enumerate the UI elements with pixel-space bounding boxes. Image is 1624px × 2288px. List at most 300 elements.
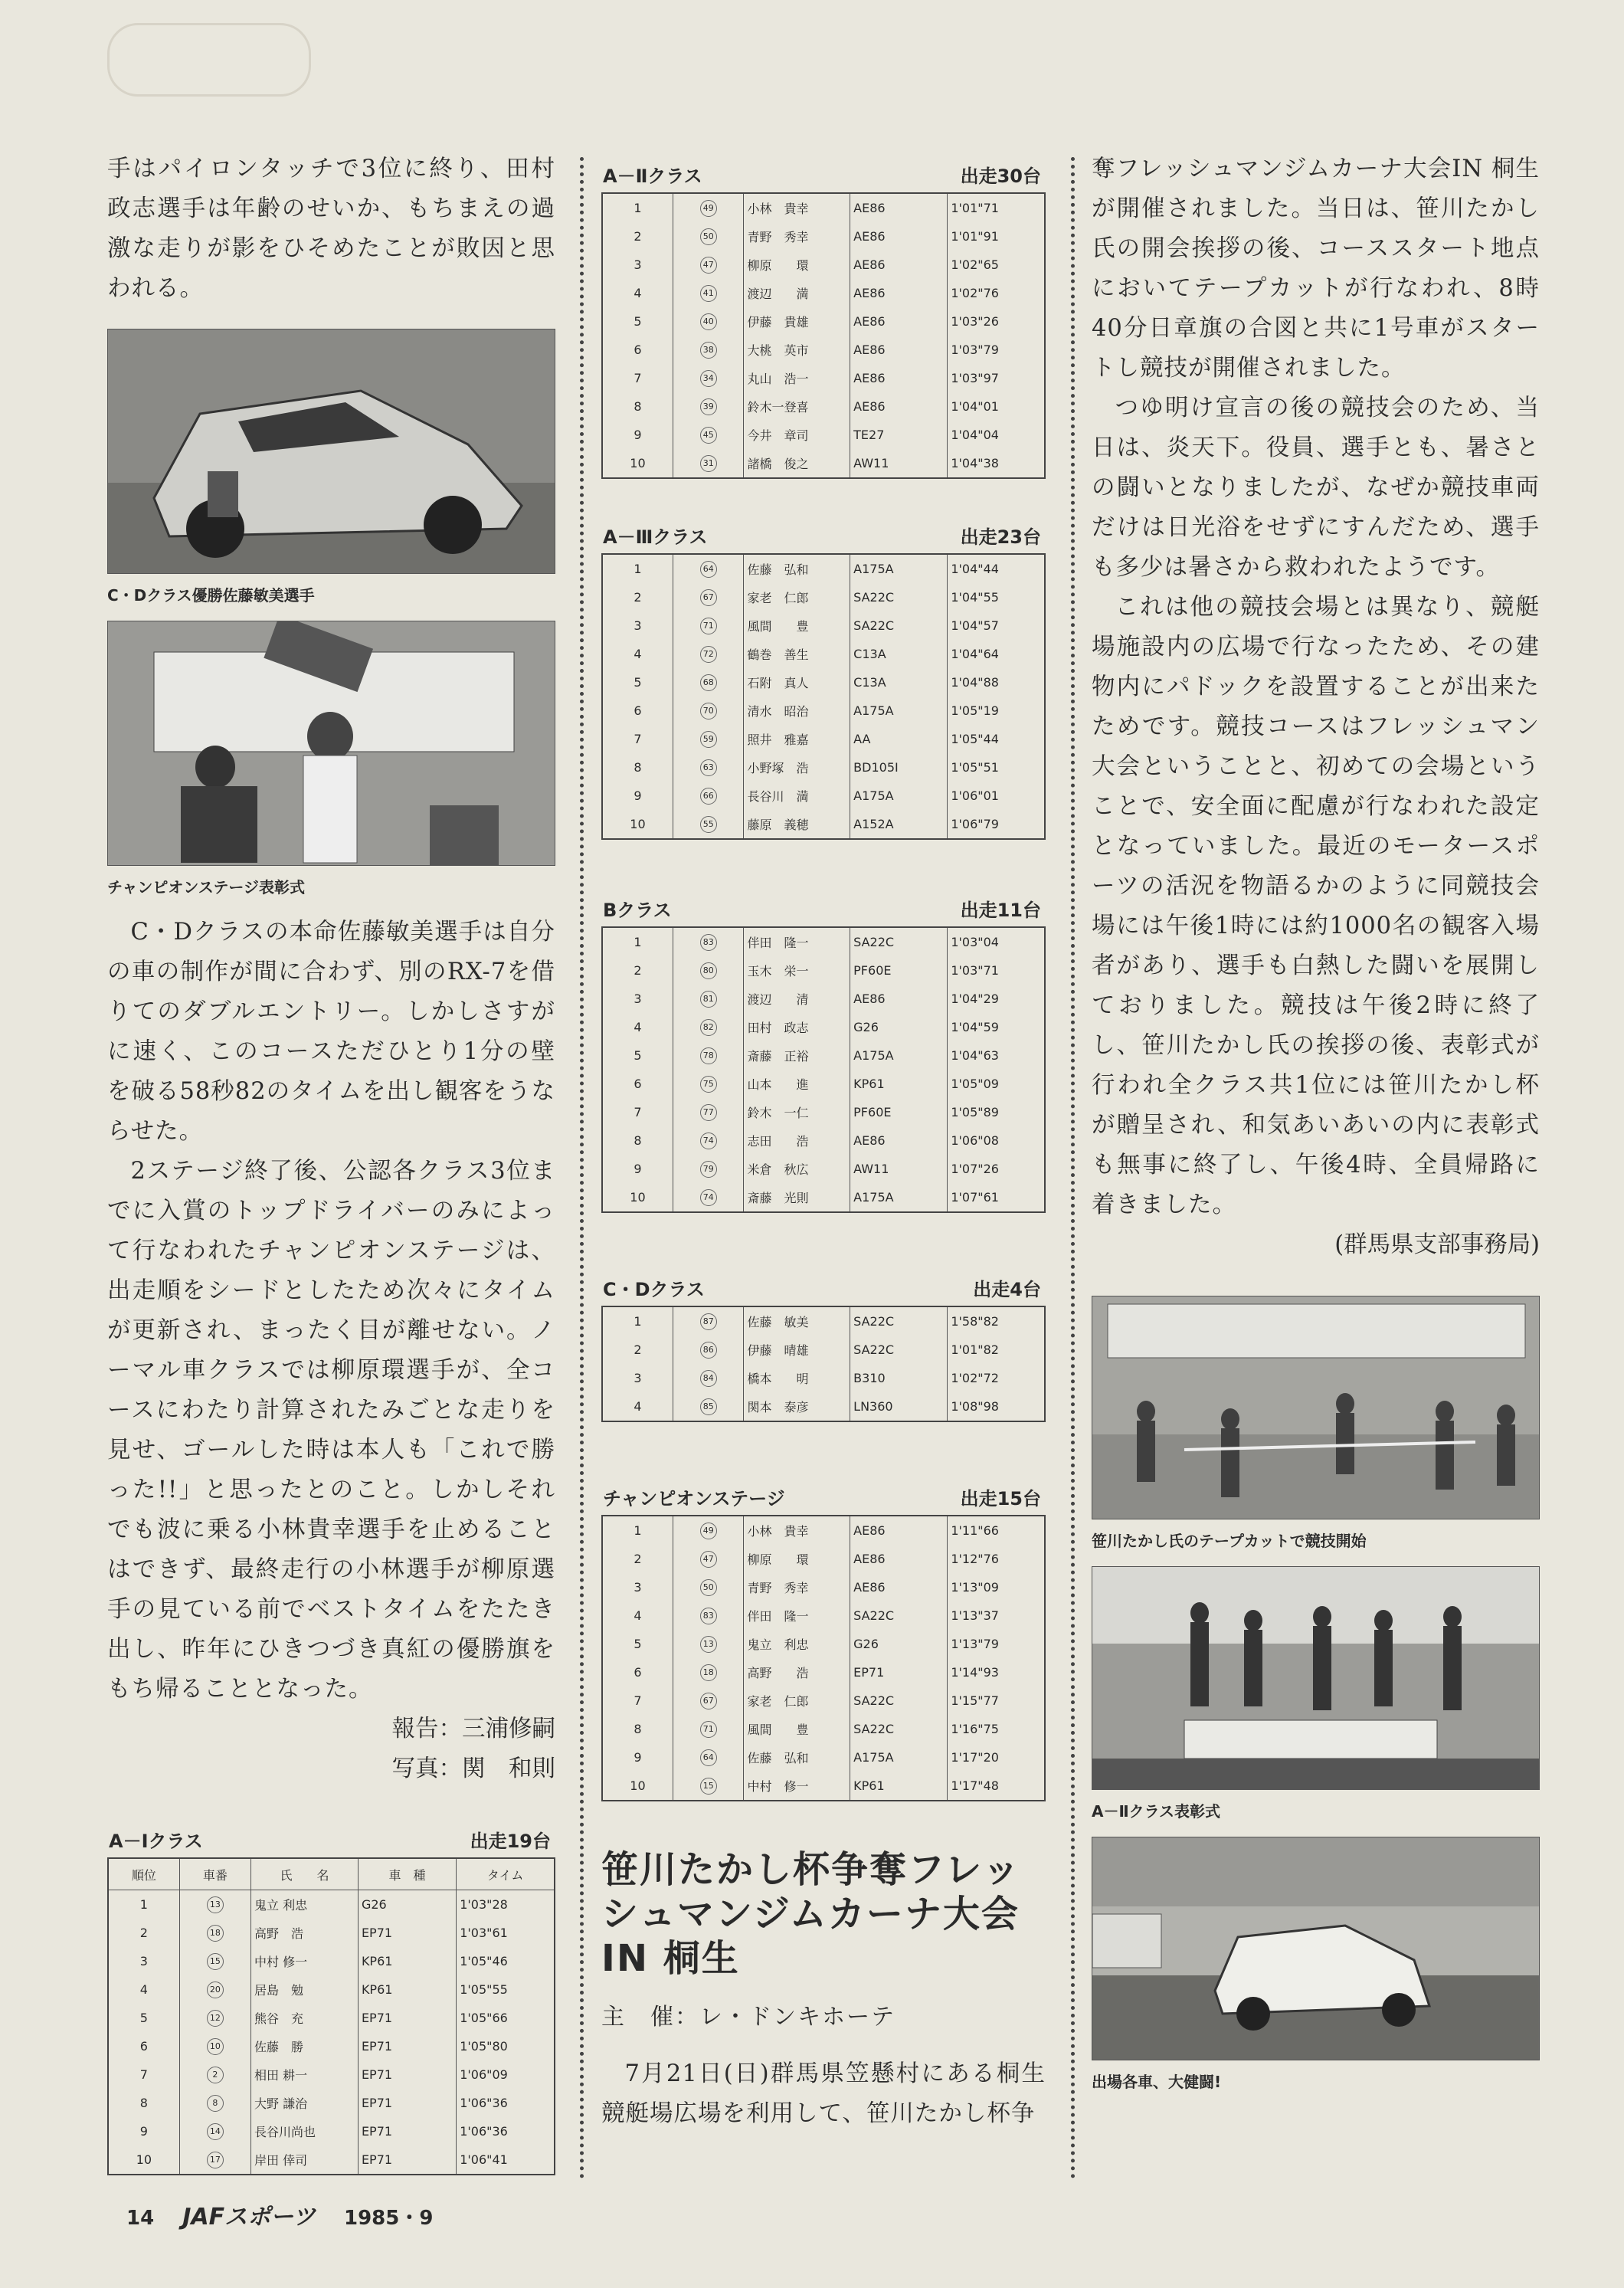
time-cell: 1'05"80 [457, 2032, 555, 2060]
table-row [602, 1013, 1045, 1041]
starters-count: 出走30台 [960, 166, 1041, 187]
time-cell: 1'06"01 [948, 782, 1045, 810]
rank-cell: 2 [108, 1919, 179, 1947]
car-number-badge: 49 [700, 200, 717, 217]
table-row [108, 1947, 555, 1975]
photo-race-car [107, 329, 555, 574]
car-type-cell: AE86 [850, 251, 948, 279]
rank-cell: 7 [602, 1686, 673, 1715]
time-cell: 1'58"82 [948, 1306, 1045, 1336]
time-cell: 1'07"26 [948, 1155, 1045, 1183]
time-cell: 1'13"79 [948, 1630, 1045, 1658]
table-row [108, 2060, 555, 2089]
rank-cell: 5 [602, 668, 673, 697]
car-number-badge: 66 [700, 788, 717, 805]
time-cell: 1'05"44 [948, 725, 1045, 753]
time-cell: 1'04"57 [948, 611, 1045, 640]
car-type-cell: EP71 [850, 1658, 948, 1686]
time-cell: 1'04"44 [948, 554, 1045, 583]
driver-name-cell: 照井 雅嘉 [744, 725, 850, 753]
table-row [602, 1098, 1045, 1126]
time-cell: 1'01"71 [948, 193, 1045, 222]
rank-cell: 1 [108, 1890, 179, 1919]
car-number-badge: 20 [207, 1982, 224, 1998]
header-time: タイム [457, 1858, 555, 1890]
time-cell: 1'02"76 [948, 279, 1045, 307]
table-row [108, 1975, 555, 2004]
car-number-cell [673, 251, 743, 279]
car-number-badge: 40 [700, 313, 717, 330]
car-number-cell [673, 1070, 743, 1098]
page-number: 14 [126, 2207, 155, 2230]
column-2 [601, 161, 1046, 2134]
photo-awards-ceremony [107, 621, 555, 866]
driver-name-cell: 山本 進 [744, 1070, 850, 1098]
driver-name-cell: 柳原 環 [744, 251, 850, 279]
class-title: A－Ⅲクラス [603, 526, 708, 548]
car-type-cell: EP71 [358, 1919, 456, 1947]
car-type-cell: EP71 [358, 2004, 456, 2032]
driver-name-cell: 清水 昭治 [744, 697, 850, 725]
car-number-badge: 34 [700, 370, 717, 387]
driver-name-cell: 風間 豊 [744, 1715, 850, 1743]
photo-caption: チャンピオンステージ表彰式 [107, 878, 305, 897]
article-paragraph: 2ステージ終了後、公認各クラス3位までに入賞のトップドライバーのみによって行なわれたチャンピオンステージは、出走順をシードとしたため次々にタイムが更新され、まったく目が離せない。ノーマル車クラスでは柳原環選手が、全コースにわたり計算されたみごとな走りを見せ、ゴールした時は本人も「これで勝った!!」と思ったとのこと。しかしそれでも波に乗る小林貴幸選手を止めることはできず、最終走行の小林選手が柳原選手の見ている前でベストタイムをたたき出し、昨年にひきつづき真紅の優勝旗をもち帰ることとなった。 [107, 1158, 555, 1703]
table-row [602, 697, 1045, 725]
table-row [108, 1890, 555, 1919]
starters-count: 出走23台 [960, 526, 1041, 548]
car-number-cell [673, 1364, 743, 1392]
car-type-cell: A175A [850, 782, 948, 810]
car-number-cell [179, 2060, 250, 2089]
car-type-cell: A175A [850, 697, 948, 725]
car-number-badge: 64 [700, 1749, 717, 1766]
photo-caption: A－Ⅱクラス表彰式 [1092, 1802, 1221, 1821]
article-paragraph: これは他の競技会場とは異なり、競艇場施設内の広場で行なったため、その建物内にパドックを設置することが出来たためです。競技コースはフレッシュマン大会ということと、初めての会場ということで、安全面に配慮が行なわれた設定となっていました。最近のモータースポーツの活況を物語るかのように同競技会場には午後1時には約1000名の観客入場者があり、選手も白熱した闘いを展開しておりました。競技は午後2時に終了し、笹川たかし氏の挨拶の後、表彰式が行われ全クラス共1位には笹川たかし杯が贈呈され、和気あいあいの内に表彰式も無事に終了し、午後4時、全員帰路に着きました。 [1092, 594, 1540, 1218]
car-number-cell [673, 956, 743, 985]
rank-cell: 7 [602, 1098, 673, 1126]
results-table [601, 926, 1046, 1213]
car-number-badge: 10 [207, 2038, 224, 2055]
rank-cell: 5 [602, 1630, 673, 1658]
rank-cell: 4 [602, 1013, 673, 1041]
class-title: A－Ⅱクラス [603, 166, 702, 187]
table-row [602, 222, 1045, 251]
table-row [602, 1126, 1045, 1155]
table-row [602, 1686, 1045, 1715]
car-type-cell: AE86 [850, 1545, 948, 1573]
driver-name-cell: 伴田 隆一 [744, 1601, 850, 1630]
car-number-cell [673, 1772, 743, 1801]
car-type-cell: AE86 [850, 279, 948, 307]
time-cell: 1'06"36 [457, 2089, 555, 2117]
table-row [602, 1392, 1045, 1421]
table-row [602, 1715, 1045, 1743]
car-number-badge: 64 [700, 561, 717, 578]
rank-cell: 2 [602, 222, 673, 251]
starters-count: 出走4台 [973, 1279, 1041, 1300]
column-separator [1071, 157, 1075, 2180]
driver-name-cell: 高野 浩 [251, 1919, 359, 1947]
class-title: A－Ⅰクラス [109, 1831, 203, 1852]
time-cell: 1'08"98 [948, 1392, 1045, 1421]
car-type-cell: AE86 [850, 307, 948, 336]
class-title: チャンピオンステージ [603, 1488, 785, 1509]
driver-name-cell: 鶴巻 善生 [744, 640, 850, 668]
car-number-cell [673, 782, 743, 810]
car-number-cell [673, 1126, 743, 1155]
time-cell: 1'04"38 [948, 449, 1045, 478]
rank-cell: 4 [602, 279, 673, 307]
car-type-cell: C13A [850, 668, 948, 697]
rank-cell: 7 [108, 2060, 179, 2089]
time-cell: 1'03"26 [948, 307, 1045, 336]
car-number-cell [673, 307, 743, 336]
car-number-badge: 18 [700, 1664, 717, 1681]
rank-cell: 9 [602, 1155, 673, 1183]
time-cell: 1'03"79 [948, 336, 1045, 364]
car-type-cell: BD105I [850, 753, 948, 782]
time-cell: 1'11"66 [948, 1516, 1045, 1545]
car-type-cell: LN360 [850, 1392, 948, 1421]
car-number-cell [673, 1686, 743, 1715]
rank-cell: 4 [108, 1975, 179, 2004]
header-rank: 順位 [108, 1858, 179, 1890]
results-table-a1 [107, 1826, 555, 2175]
article-paragraph: 手はパイロンタッチで3位に終り、田村政志選手は年齢のせいか、もちまえの過激な走りが影をひそめたことが敗因と思われる。 [107, 156, 555, 302]
time-cell: 1'15"77 [948, 1686, 1045, 1715]
car-number-cell [673, 364, 743, 392]
table-row [602, 583, 1045, 611]
rank-cell: 7 [602, 364, 673, 392]
rank-cell: 5 [602, 307, 673, 336]
starters-count: 出走11台 [960, 900, 1041, 921]
rank-cell: 2 [602, 1336, 673, 1364]
driver-name-cell: 柳原 環 [744, 1545, 850, 1573]
time-cell: 1'05"09 [948, 1070, 1045, 1098]
driver-name-cell: 志田 浩 [744, 1126, 850, 1155]
time-cell: 1'04"29 [948, 985, 1045, 1013]
car-type-cell: PF60E [850, 1098, 948, 1126]
car-number-badge: 82 [700, 1019, 717, 1036]
car-number-badge: 87 [700, 1313, 717, 1330]
rank-cell: 10 [602, 449, 673, 478]
table-row [602, 364, 1045, 392]
table-row [602, 1155, 1045, 1183]
car-number-badge: 14 [207, 2123, 224, 2140]
car-number-badge: 47 [700, 257, 717, 274]
table-row [602, 810, 1045, 839]
car-number-cell [179, 1890, 250, 1919]
car-number-cell [673, 1013, 743, 1041]
car-type-cell: KP61 [358, 1947, 456, 1975]
driver-name-cell: 中村 修一 [744, 1772, 850, 1801]
rank-cell: 5 [108, 2004, 179, 2032]
car-type-cell: B310 [850, 1364, 948, 1392]
table-row [602, 611, 1045, 640]
results-table-a3 [601, 522, 1046, 840]
car-type-cell: KP61 [850, 1772, 948, 1801]
car-type-cell: SA22C [850, 1336, 948, 1364]
rank-cell: 8 [602, 1715, 673, 1743]
car-type-cell: SA22C [850, 1601, 948, 1630]
driver-name-cell: 渡辺 清 [744, 985, 850, 1013]
car-type-cell: EP71 [358, 2117, 456, 2145]
car-type-cell: AE86 [850, 222, 948, 251]
header-name: 氏 名 [251, 1858, 359, 1890]
time-cell: 1'05"19 [948, 697, 1045, 725]
car-number-cell [673, 392, 743, 421]
results-table [601, 553, 1046, 840]
car-type-cell: A175A [850, 1183, 948, 1212]
table-row [602, 1545, 1045, 1573]
time-cell: 1'14"93 [948, 1658, 1045, 1686]
starters-count: 出走19台 [470, 1831, 551, 1852]
car-type-cell: AE86 [850, 392, 948, 421]
car-number-badge: 13 [700, 1636, 717, 1653]
rank-cell: 9 [108, 2117, 179, 2145]
header-car-type: 車 種 [358, 1858, 456, 1890]
rank-cell: 3 [602, 251, 673, 279]
car-number-badge: 17 [207, 2152, 224, 2168]
driver-name-cell: 鈴木一登喜 [744, 392, 850, 421]
article-title: 笹川たかし杯争奪フレッシュマンジムカーナ大会IN 桐生 [601, 1848, 1021, 1980]
driver-name-cell: 高野 浩 [744, 1658, 850, 1686]
table-row [108, 2117, 555, 2145]
car-number-cell [673, 985, 743, 1013]
driver-name-cell: 佐藤 勝 [251, 2032, 359, 2060]
table-row [602, 1573, 1045, 1601]
results-table [107, 1857, 555, 2175]
rank-cell: 10 [602, 1183, 673, 1212]
car-type-cell: SA22C [850, 583, 948, 611]
car-number-cell [673, 1041, 743, 1070]
time-cell: 1'05"55 [457, 1975, 555, 2004]
rank-cell: 3 [108, 1947, 179, 1975]
column-1 [107, 149, 555, 2175]
time-cell: 1'05"89 [948, 1098, 1045, 1126]
table-row [602, 1743, 1045, 1772]
time-cell: 1'04"64 [948, 640, 1045, 668]
rank-cell: 8 [108, 2089, 179, 2117]
rank-cell: 2 [602, 583, 673, 611]
car-number-cell [673, 927, 743, 956]
time-cell: 1'13"09 [948, 1573, 1045, 1601]
rank-cell: 6 [602, 1658, 673, 1686]
results-table [601, 1515, 1046, 1801]
time-cell: 1'17"48 [948, 1772, 1045, 1801]
time-cell: 1'06"41 [457, 2145, 555, 2175]
car-type-cell: SA22C [850, 611, 948, 640]
car-number-badge: 18 [207, 1925, 224, 1942]
car-number-badge: 15 [207, 1953, 224, 1970]
table-row [108, 2032, 555, 2060]
car-number-badge: 39 [700, 398, 717, 415]
table-row [602, 1516, 1045, 1545]
results-table-b [601, 895, 1046, 1213]
car-number-cell [673, 449, 743, 478]
rank-cell: 3 [602, 1573, 673, 1601]
driver-name-cell: 小野塚 浩 [744, 753, 850, 782]
car-type-cell: AE86 [850, 364, 948, 392]
time-cell: 1'03"04 [948, 927, 1045, 956]
car-type-cell: AE86 [850, 1126, 948, 1155]
car-number-cell [179, 1919, 250, 1947]
rank-cell: 2 [602, 1545, 673, 1573]
driver-name-cell: 橋本 明 [744, 1364, 850, 1392]
car-number-badge: 45 [700, 427, 717, 444]
car-number-cell [673, 279, 743, 307]
driver-name-cell: 風間 豊 [744, 611, 850, 640]
car-number-cell [673, 1392, 743, 1421]
car-number-badge: 50 [700, 228, 717, 245]
photo-a2-ceremony [1092, 1566, 1540, 1790]
car-number-badge: 70 [700, 703, 717, 720]
car-number-badge: 31 [700, 455, 717, 472]
rank-cell: 6 [108, 2032, 179, 2060]
car-number-badge: 79 [700, 1161, 717, 1178]
time-cell: 1'05"46 [457, 1947, 555, 1975]
car-type-cell: SA22C [850, 1686, 948, 1715]
driver-name-cell: 大野 謙治 [251, 2089, 359, 2117]
car-number-cell [673, 640, 743, 668]
car-number-cell [673, 421, 743, 449]
driver-name-cell: 小林 貴幸 [744, 193, 850, 222]
issue-date: 1985・9 [344, 2207, 434, 2230]
results-table [601, 192, 1046, 479]
driver-name-cell: 関本 泰彦 [744, 1392, 850, 1421]
car-type-cell: AW11 [850, 449, 948, 478]
time-cell: 1'05"51 [948, 753, 1045, 782]
car-number-cell [179, 1975, 250, 2004]
car-number-cell [673, 1336, 743, 1364]
time-cell: 1'04"88 [948, 668, 1045, 697]
table-row [602, 1183, 1045, 1212]
driver-name-cell: 鈴木 一仁 [744, 1098, 850, 1126]
table-row [602, 985, 1045, 1013]
table-row [108, 2089, 555, 2117]
car-type-cell: KP61 [850, 1070, 948, 1098]
car-number-badge: 12 [207, 2010, 224, 2027]
table-row [108, 2004, 555, 2032]
table-row [602, 782, 1045, 810]
car-number-badge: 67 [700, 1693, 717, 1709]
class-title: C・Dクラス [603, 1279, 705, 1300]
car-type-cell: SA22C [850, 1306, 948, 1336]
car-number-cell [673, 1715, 743, 1743]
car-type-cell: A152A [850, 810, 948, 839]
page-footer [126, 2198, 454, 2231]
time-cell: 1'06"79 [948, 810, 1045, 839]
rank-cell: 8 [602, 1126, 673, 1155]
car-number-cell [179, 2004, 250, 2032]
driver-name-cell: 米倉 秋広 [744, 1155, 850, 1183]
time-cell: 1'03"71 [948, 956, 1045, 985]
table-row [602, 193, 1045, 222]
starters-count: 出走15台 [960, 1488, 1041, 1509]
time-cell: 1'03"61 [457, 1919, 555, 1947]
table-row [108, 2145, 555, 2175]
driver-name-cell: 佐藤 敏美 [744, 1306, 850, 1336]
car-type-cell: AE86 [850, 985, 948, 1013]
time-cell: 1'13"37 [948, 1601, 1045, 1630]
time-cell: 1'04"63 [948, 1041, 1045, 1070]
table-row [602, 956, 1045, 985]
driver-name-cell: 中村 修一 [251, 1947, 359, 1975]
car-type-cell: AW11 [850, 1155, 948, 1183]
photo-credit: 写真：関 和則 [391, 1755, 555, 1782]
car-type-cell: AE86 [850, 193, 948, 222]
rank-cell: 2 [602, 956, 673, 985]
table-row [602, 251, 1045, 279]
car-number-badge: 47 [700, 1551, 717, 1568]
time-cell: 1'16"75 [948, 1715, 1045, 1743]
car-type-cell: G26 [358, 1890, 456, 1919]
car-number-cell [673, 1155, 743, 1183]
driver-name-cell: 玉木 栄一 [744, 956, 850, 985]
car-number-cell [673, 1183, 743, 1212]
car-number-badge: 38 [700, 342, 717, 359]
table-row [602, 1336, 1045, 1364]
table-row [602, 927, 1045, 956]
driver-name-cell: 相田 耕一 [251, 2060, 359, 2089]
rank-cell: 5 [602, 1041, 673, 1070]
car-type-cell: SA22C [850, 927, 948, 956]
car-type-cell: EP71 [358, 2060, 456, 2089]
results-table-a2 [601, 161, 1046, 479]
rank-cell: 10 [108, 2145, 179, 2175]
time-cell: 1'06"36 [457, 2117, 555, 2145]
article-paragraph: つゆ明け宣言の後の競技会のため、当日は、炎天下。役員、選手とも、暑さとの闘いとなりましたが、なぜか競技車両だけは日光浴をせずにすんだため、選手も多少は暑さから救われたようです。 [1092, 395, 1540, 581]
photo-competitor-car [1092, 1837, 1540, 2060]
car-number-badge: 15 [700, 1778, 717, 1795]
report-credit: 報告：三浦修嗣 [391, 1716, 555, 1742]
car-number-badge: 77 [700, 1104, 717, 1121]
driver-name-cell: 佐藤 弘和 [744, 1743, 850, 1772]
car-number-badge: 84 [700, 1370, 717, 1387]
car-type-cell: A175A [850, 1041, 948, 1070]
rank-cell: 4 [602, 640, 673, 668]
car-number-badge: 2 [207, 2067, 224, 2083]
car-number-badge: 41 [700, 285, 717, 302]
driver-name-cell: 伊藤 晴雄 [744, 1336, 850, 1364]
car-type-cell: C13A [850, 640, 948, 668]
driver-name-cell: 渡辺 満 [744, 279, 850, 307]
time-cell: 1'06"08 [948, 1126, 1045, 1155]
driver-name-cell: 家老 仁郎 [744, 583, 850, 611]
driver-name-cell: 藤原 義穂 [744, 810, 850, 839]
car-number-badge: 72 [700, 646, 717, 663]
rank-cell: 6 [602, 697, 673, 725]
photo-caption: C・Dクラス優勝佐藤敏美選手 [107, 586, 315, 605]
car-type-cell: AE86 [850, 1573, 948, 1601]
driver-name-cell: 岸田 倖司 [251, 2145, 359, 2175]
time-cell: 1'04"55 [948, 583, 1045, 611]
driver-name-cell: 大桃 英市 [744, 336, 850, 364]
table-row [602, 279, 1045, 307]
time-cell: 1'12"76 [948, 1545, 1045, 1573]
rank-cell: 6 [602, 336, 673, 364]
rank-cell: 3 [602, 985, 673, 1013]
rank-cell: 1 [602, 1516, 673, 1545]
car-number-badge: 67 [700, 589, 717, 606]
time-cell: 1'01"91 [948, 222, 1045, 251]
car-number-cell [179, 1947, 250, 1975]
car-number-cell [673, 1658, 743, 1686]
car-number-cell [179, 2117, 250, 2145]
organizer-line: 主 催：レ・ドンキホーテ [601, 2004, 895, 2031]
time-cell: 1'05"66 [457, 2004, 555, 2032]
